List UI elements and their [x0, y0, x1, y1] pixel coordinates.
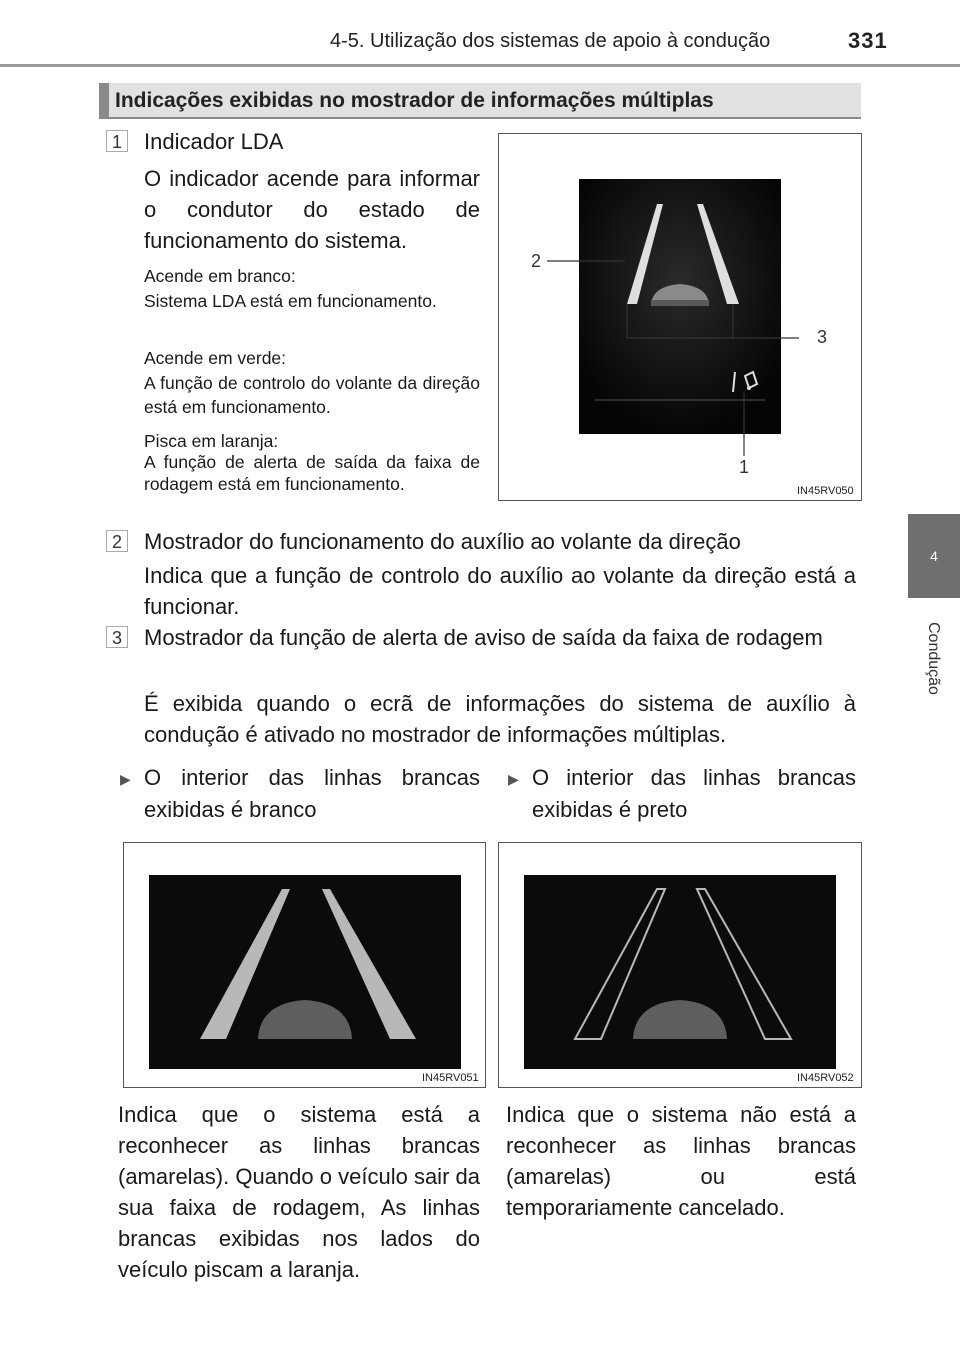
section-title: Indicações exibidas no mostrador de informações múltiplas [115, 89, 714, 112]
case-white-description: Indica que o sistema está a reconhecer as linhas brancas (amarelas). Quando o veículo sair da sua faixa de rodagem, As linhas brancas exibidas nos lados do veículo piscam a laranja. [118, 1102, 480, 1282]
figure-black-lines [498, 842, 862, 1088]
item-2-description: Indica que a função de controlo do auxílio ao volante da direção está a funcionar. [144, 563, 856, 619]
section-heading [99, 83, 861, 119]
figure-white-code: IN45RV051 [422, 1072, 479, 1084]
case-white-tick-icon: ▶ [120, 771, 131, 787]
item-2-title: Mostrador do funcionamento do auxílio ao volante da direção [144, 529, 741, 554]
state-1-label: Acende em branco: [144, 266, 296, 286]
figure-main [498, 133, 862, 501]
case-black-heading: O interior das linhas brancas exibidas é preto [532, 765, 856, 822]
state-1-text: Sistema LDA está em funcionamento. [144, 291, 437, 311]
state-3-label: Pisca em laranja: [144, 431, 279, 451]
display-screen [579, 179, 781, 434]
callout-1: 1 [738, 457, 749, 477]
callout-3: 3 [816, 327, 827, 347]
page-number: 331 [848, 28, 888, 53]
chapter-label: Condução [925, 621, 942, 695]
item-number-2: 2 [106, 530, 128, 552]
header-rule [0, 64, 960, 67]
item-1-title: Indicador LDA [144, 129, 284, 154]
case-black-tick-icon: ▶ [508, 771, 519, 787]
item-number-3: 3 [106, 626, 128, 648]
case-black-description: Indica que o sistema não está a reconhecer as linhas brancas (amarelas) ou está temporariamente cancelado. [506, 1102, 856, 1220]
display-screen-white [149, 875, 461, 1069]
figure-main-code: IN45RV050 [797, 485, 854, 497]
item-1-description: O indicador acende para informar o condutor do estado de funcionamento do sistema. [144, 166, 480, 253]
callout-2: 2 [530, 251, 541, 271]
item-number-1: 1 [106, 130, 128, 152]
figure-main-drawing [499, 134, 861, 500]
state-3-text: A função de alerta de saída da faixa de rodagem está em funcionamento. [144, 452, 480, 494]
state-2-text: A função de controlo do volante da direção está em funcionamento. [144, 373, 480, 417]
case-white-heading: O interior das linhas brancas exibidas é branco [144, 765, 480, 822]
item-3-title: Mostrador da função de alerta de aviso de saída da faixa de rodagem [144, 625, 823, 650]
running-header-title: 4-5. Utilização dos sistemas de apoio à condução [330, 30, 771, 52]
item-3-description: É exibida quando o ecrã de informações do sistema de auxílio à condução é ativado no mostrador de informações múltiplas. [144, 691, 856, 747]
figure-white-lines [123, 842, 486, 1088]
figure-black-code: IN45RV052 [797, 1072, 854, 1084]
state-2-label: Acende em verde: [144, 348, 287, 368]
chapter-tab: 4 [908, 514, 960, 598]
